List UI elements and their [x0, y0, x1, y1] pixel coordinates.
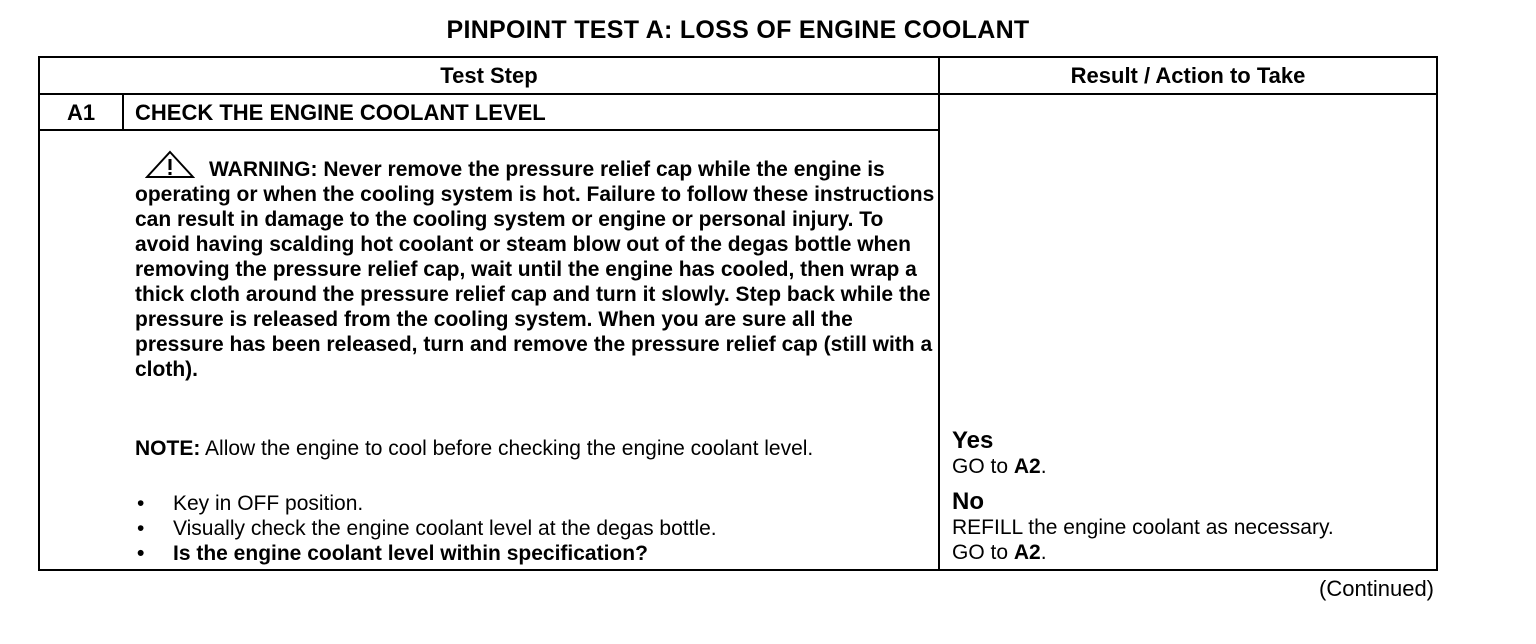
- header-test-step: Test Step: [440, 63, 538, 88]
- list-item: [135, 516, 925, 541]
- action-target: A2: [1013, 455, 1041, 478]
- result-no-action: [952, 540, 1432, 565]
- bullet-text: Key in OFF position.: [173, 492, 364, 515]
- page-title: PINPOINT TEST A: LOSS OF ENGINE COOLANT: [446, 16, 1030, 44]
- step-id: A1: [66, 100, 96, 125]
- result-no: [952, 489, 1432, 565]
- bullet-dot: •: [137, 492, 145, 515]
- step-bullet-list: [135, 491, 925, 566]
- result-no-label: No: [952, 488, 984, 515]
- step-id-divider: [122, 95, 124, 130]
- action-prefix: GO to: [952, 541, 1009, 564]
- action-prefix: GO to: [952, 455, 1009, 478]
- result-yes: [952, 428, 1432, 479]
- continued-label: (Continued): [1319, 576, 1434, 601]
- pinpoint-test-table: [38, 56, 1438, 571]
- result-yes-action: [952, 454, 1432, 479]
- action-target: A2: [1013, 541, 1041, 564]
- column-divider: [938, 58, 940, 569]
- warning-text: WARNING: Never remove the pressure relief cap while the engine is operating or when the cooling system is hot. Failure to follow these instructions can result in damage to the cooling system or engine or personal injury. To avoid having scalding hot coolant or steam blow out of the degas bottle when removing the pressure relief cap, wait until the engine has cooled, then wrap a thick cloth around the pressure relief cap and turn it slowly. Step back while the pressure is released from the cooling system. When you are sure all the pressure has been released, turn and remove the pressure relief cap (still with a cloth).: [135, 158, 935, 381]
- note-text: Allow the engine to cool before checking the engine coolant level.: [205, 437, 814, 460]
- result-no-refill: REFILL the engine coolant as necessary.: [952, 516, 1334, 539]
- list-item-question: [135, 541, 925, 566]
- action-suffix: .: [1040, 541, 1047, 564]
- note-block: [135, 436, 925, 461]
- action-suffix: .: [1040, 455, 1047, 478]
- question-text: Is the engine coolant level within specification?: [173, 542, 648, 565]
- warning-block: [135, 150, 935, 382]
- step-title: CHECK THE ENGINE COOLANT LEVEL: [135, 100, 546, 125]
- note-label: NOTE:: [135, 437, 201, 460]
- list-item: [135, 491, 925, 516]
- header-result-action: Result / Action to Take: [1070, 63, 1306, 88]
- bullet-text: Visually check the engine coolant level at the degas bottle.: [173, 517, 717, 540]
- bullet-dot: •: [137, 542, 145, 565]
- warning-triangle-icon: [145, 150, 195, 180]
- bullet-dot: •: [137, 517, 145, 540]
- result-yes-label: Yes: [952, 427, 994, 454]
